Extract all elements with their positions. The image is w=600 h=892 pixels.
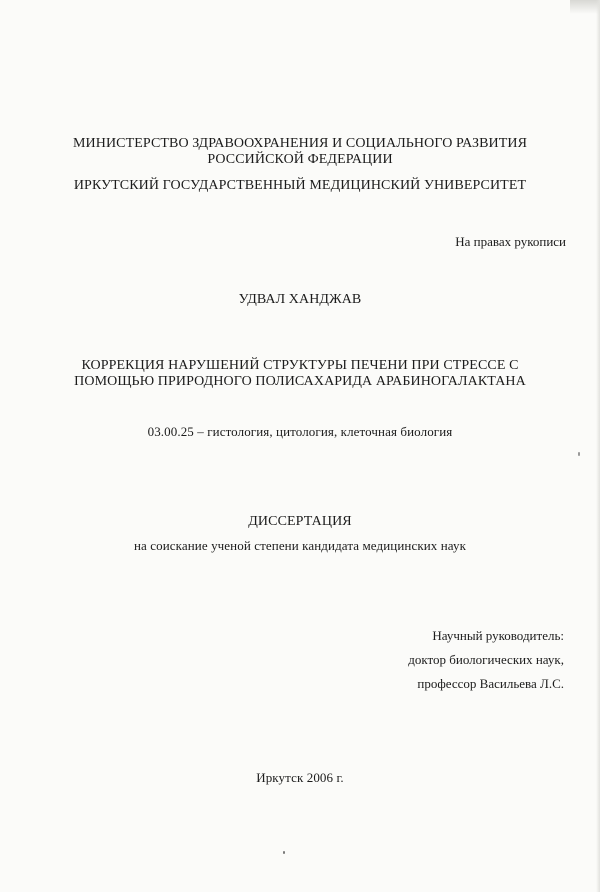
specialty-code: 03.00.25 – гистология, цитология, клеточная биология <box>147 424 453 439</box>
document-type: ДИССЕРТАЦИЯ <box>248 514 352 529</box>
author-name: УДВАЛ ХАНДЖАВ <box>238 292 362 307</box>
supervisor-degree: доктор биологических наук, <box>408 652 564 667</box>
dissertation-title-line-1: КОРРЕКЦИЯ НАРУШЕНИЙ СТРУКТУРЫ ПЕЧЕНИ ПРИ СТРЕССЕ С <box>81 358 519 373</box>
degree-sought: на соискание ученой степени кандидата медицинских наук <box>133 538 467 553</box>
scan-artifact-right <box>596 0 600 892</box>
ministry-line-1: МИНИСТЕРСТВО ЗДРАВООХРАНЕНИЯ И СОЦИАЛЬНОГО РАЗВИТИЯ <box>72 136 528 151</box>
supervisor-name: профессор Васильева Л.С. <box>417 676 564 691</box>
supervisor-label: Научный руководитель: <box>432 628 564 643</box>
university-name: ИРКУТСКИЙ ГОСУДАРСТВЕННЫЙ МЕДИЦИНСКИЙ УНИВЕРСИТЕТ <box>73 178 527 193</box>
place-and-year: Иркутск 2006 г. <box>256 770 344 785</box>
dissertation-title-line-2: ПОМОЩЬЮ ПРИРОДНОГО ПОЛИСАХАРИДА АРАБИНОГАЛАКТАНА <box>74 374 526 389</box>
scan-speck <box>283 851 285 854</box>
scan-speck <box>578 452 580 456</box>
ministry-line-2: РОССИЙСКОЙ ФЕДЕРАЦИИ <box>207 152 393 167</box>
manuscript-note: На правах рукописи <box>455 234 566 249</box>
